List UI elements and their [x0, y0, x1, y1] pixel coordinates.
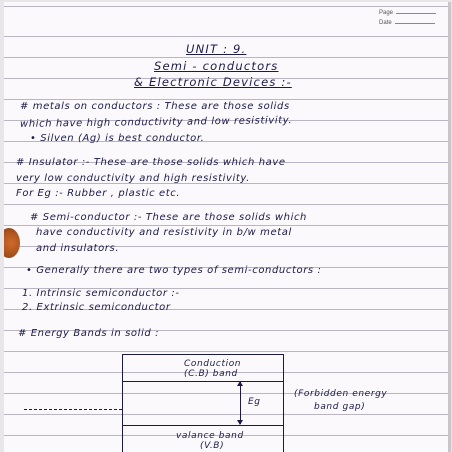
title-line-2: & Electronic Devices :- — [134, 75, 292, 89]
conduction-band-edge — [123, 381, 283, 382]
page-date-header — [379, 8, 436, 28]
valence-band-edge — [123, 425, 283, 426]
energy-bands-heading: # Energy Bands in solid : — [18, 328, 160, 339]
notebook-page — [4, 2, 451, 452]
semiconductor-line-3: and insulators. — [36, 243, 120, 254]
band-gap-arrow — [240, 382, 241, 424]
semiconductor-line-2: have conductivity and resistivity in b/w metal — [36, 227, 292, 238]
eg-label: Eg — [248, 397, 261, 407]
page-label: Page — [378, 10, 393, 16]
conduction-band-label-2: (C.B) band — [184, 369, 238, 379]
valence-band-label-1: valance band — [176, 431, 244, 441]
insulator-line-1: # Insulator :- These are those solids which have — [16, 157, 286, 168]
unit-title: UNIT : 9. — [186, 42, 247, 56]
metals-line-2: which have high conductivity and low resistivity. — [19, 115, 293, 130]
semiconductor-line-1: # Semi-conductor :- These are those solids which — [30, 212, 307, 223]
metals-line-1: # metals on conductors : These are those solids — [20, 101, 290, 112]
forbidden-gap-label-1: (Forbidden energy — [294, 389, 388, 399]
metals-line-3: • Silven (Ag) is best conductor. — [30, 133, 205, 144]
forbidden-gap-label-2: band gap) — [314, 402, 366, 412]
insulator-line-2: very low conductivity and high resistivity. — [16, 173, 250, 184]
title-line-1: Semi - conductors — [154, 59, 279, 73]
dashed-guide-line — [24, 409, 122, 410]
insulator-line-3: For Eg :- Rubber , plastic etc. — [16, 188, 181, 199]
types-item-2: 2. Extrinsic semiconductor — [22, 302, 171, 313]
types-item-1: 1. Intrinsic semiconductor :- — [22, 288, 180, 299]
date-label: Date — [378, 20, 392, 26]
binder-hole — [4, 228, 20, 258]
valence-band-label-2: (V.B) — [200, 441, 225, 451]
types-intro: • Generally there are two types of semi-conductors : — [26, 265, 322, 276]
conduction-band-label-1: Conduction — [184, 359, 242, 369]
